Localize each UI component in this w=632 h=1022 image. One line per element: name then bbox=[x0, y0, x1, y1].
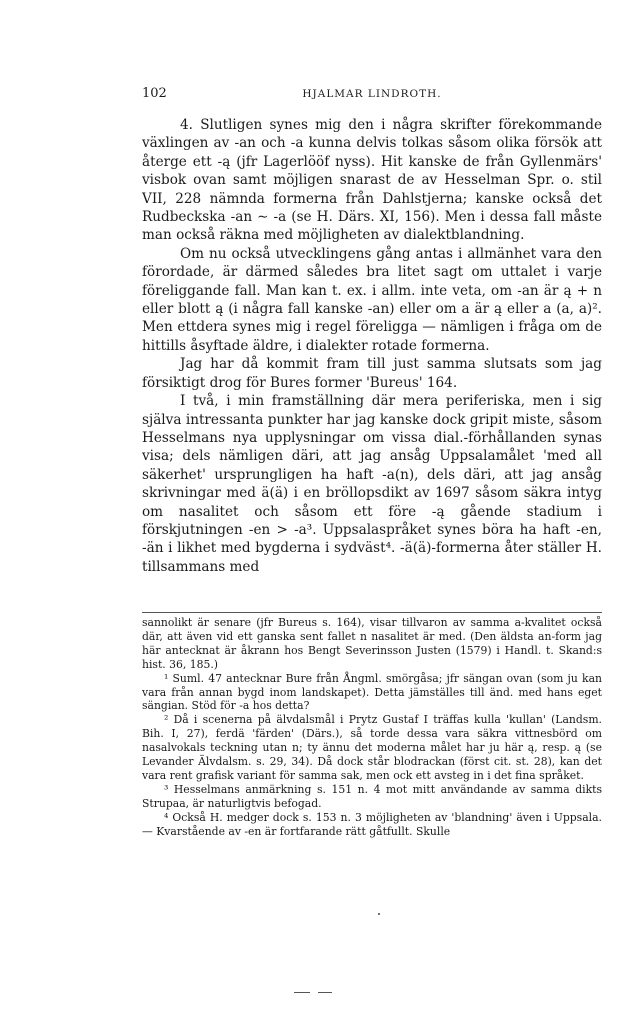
bottom-dash bbox=[294, 992, 310, 993]
footnote: ¹ Suml. 47 antecknar Bure från Ångml. smörgåsa; jfr sängan ovan (som ju kan vara från annan bygd inom landskapet). Detta jämställes till änd. med hans eget sängian. Stöd för -a hos detta? bbox=[142, 671, 602, 713]
footnote-continuation: sannolikt är senare (jfr Bureus s. 164), visar tillvaron av samma a-kvalitet också där, att även vid ett ganska sent fallet n nasalitet är med. (Den äldsta an-form jag här antecknat är åkrann hos Bengt Severinsson Justen (1579) i Handl. t. Skand:s hist. 36, 185.) bbox=[142, 616, 602, 671]
footnote: ⁴ Också H. medger dock s. 153 n. 3 möjligheten av 'blandning' även i Uppsala. — Kvarstående av -en är fortfarande rätt gåtfullt. Skulle bbox=[142, 810, 602, 838]
footnote: ² Då i scenerna på älvdalsmål i Prytz Gustaf I träffas kulla 'kullan' (Landsm. Bih. I, 27), ferdä 'färden' (Därs.), så torde dessa vara säkra vittnesbörd om nasalvokals teckning utan n; ty ännu det moderna målet har ju här ą, resp. ą (se Levander Älvdalsm. s. 29, 34). Då dock står blodrackan (först cit. st. 28), kan det vara rent grafisk variant för samma sak, men ock ett avsteg in i det fina språket. bbox=[142, 713, 602, 782]
paragraph: Om nu också utvecklingens gång antas i allmänhet vara den förordade, är därmed således bra litet sagt om uttalet i varje föreliggande fall. Man kan t. ex. i allm. inte veta, om -an är ą + n eller blott ą (i några fall kanske -an) eller om a är ą eller a (a, a)². Men ettdera synes mig i regel föreligga — nämligen i fråga om de hittills åsyftade äldre, i dialekter rotade formerna. bbox=[142, 245, 602, 354]
paragraph: Jag har då kommit fram till just samma slutsats som jag försiktigt drog för Bures former 'Bureus' 164. bbox=[142, 356, 602, 391]
bottom-dash bbox=[318, 992, 332, 993]
footnote-separator bbox=[142, 612, 602, 613]
footnote: ³ Hesselmans anmärkning s. 151 n. 4 mot mitt användande av samma dikts Strupaa, är naturligtvis befogad. bbox=[142, 782, 602, 810]
stray-mark bbox=[378, 913, 380, 915]
paragraph: I två, i min framställning där mera periferiska, men i sig själva intressanta punkter har jag kanske dock gripit miste, såsom Hesselmans nya upplysningar om vissa dial.-förhållanden synas visa; dels nämligen däri, att jag ansåg Uppsalamålet 'med all säkerhet' ursprungligen ha haft -a(n), dels däri, att jag ansåg skrivningar med ä(ä) i en bröllopsdikt av 1697 såsom säkra intyg om nasalitet och såsom ett före -ą gående stadium i förskjutningen -en > -a³. Uppsalaspråket synes böra ha haft -en, -än i likhet med bygderna i sydväst⁴. -ä(ä)-formerna åter ställer H. tillsammans med bbox=[142, 393, 602, 575]
main-text bbox=[142, 116, 602, 576]
footnotes bbox=[142, 616, 602, 839]
paragraph: 4. Slutligen synes mig den i några skrifter förekommande växlingen av -an och -a kunna delvis tolkas såsom olika försök att återge ett -ą (jfr Lagerlööf nyss). Hit kanske de från Gyllenmärs' visbok ovan samt möjligen snarast de av Hesselman Spr. o. stil VII, 228 nämnda formerna från Dahlstjerna; kanske också det Rudbeckska -an ∼ -a (se H. Därs. XI, 156). Men i dessa fall måste man också räkna med möjligheten av dialektblandning. bbox=[142, 117, 602, 244]
running-title: HJALMAR LINDROTH. bbox=[302, 88, 442, 100]
page-number: 102 bbox=[142, 86, 167, 101]
